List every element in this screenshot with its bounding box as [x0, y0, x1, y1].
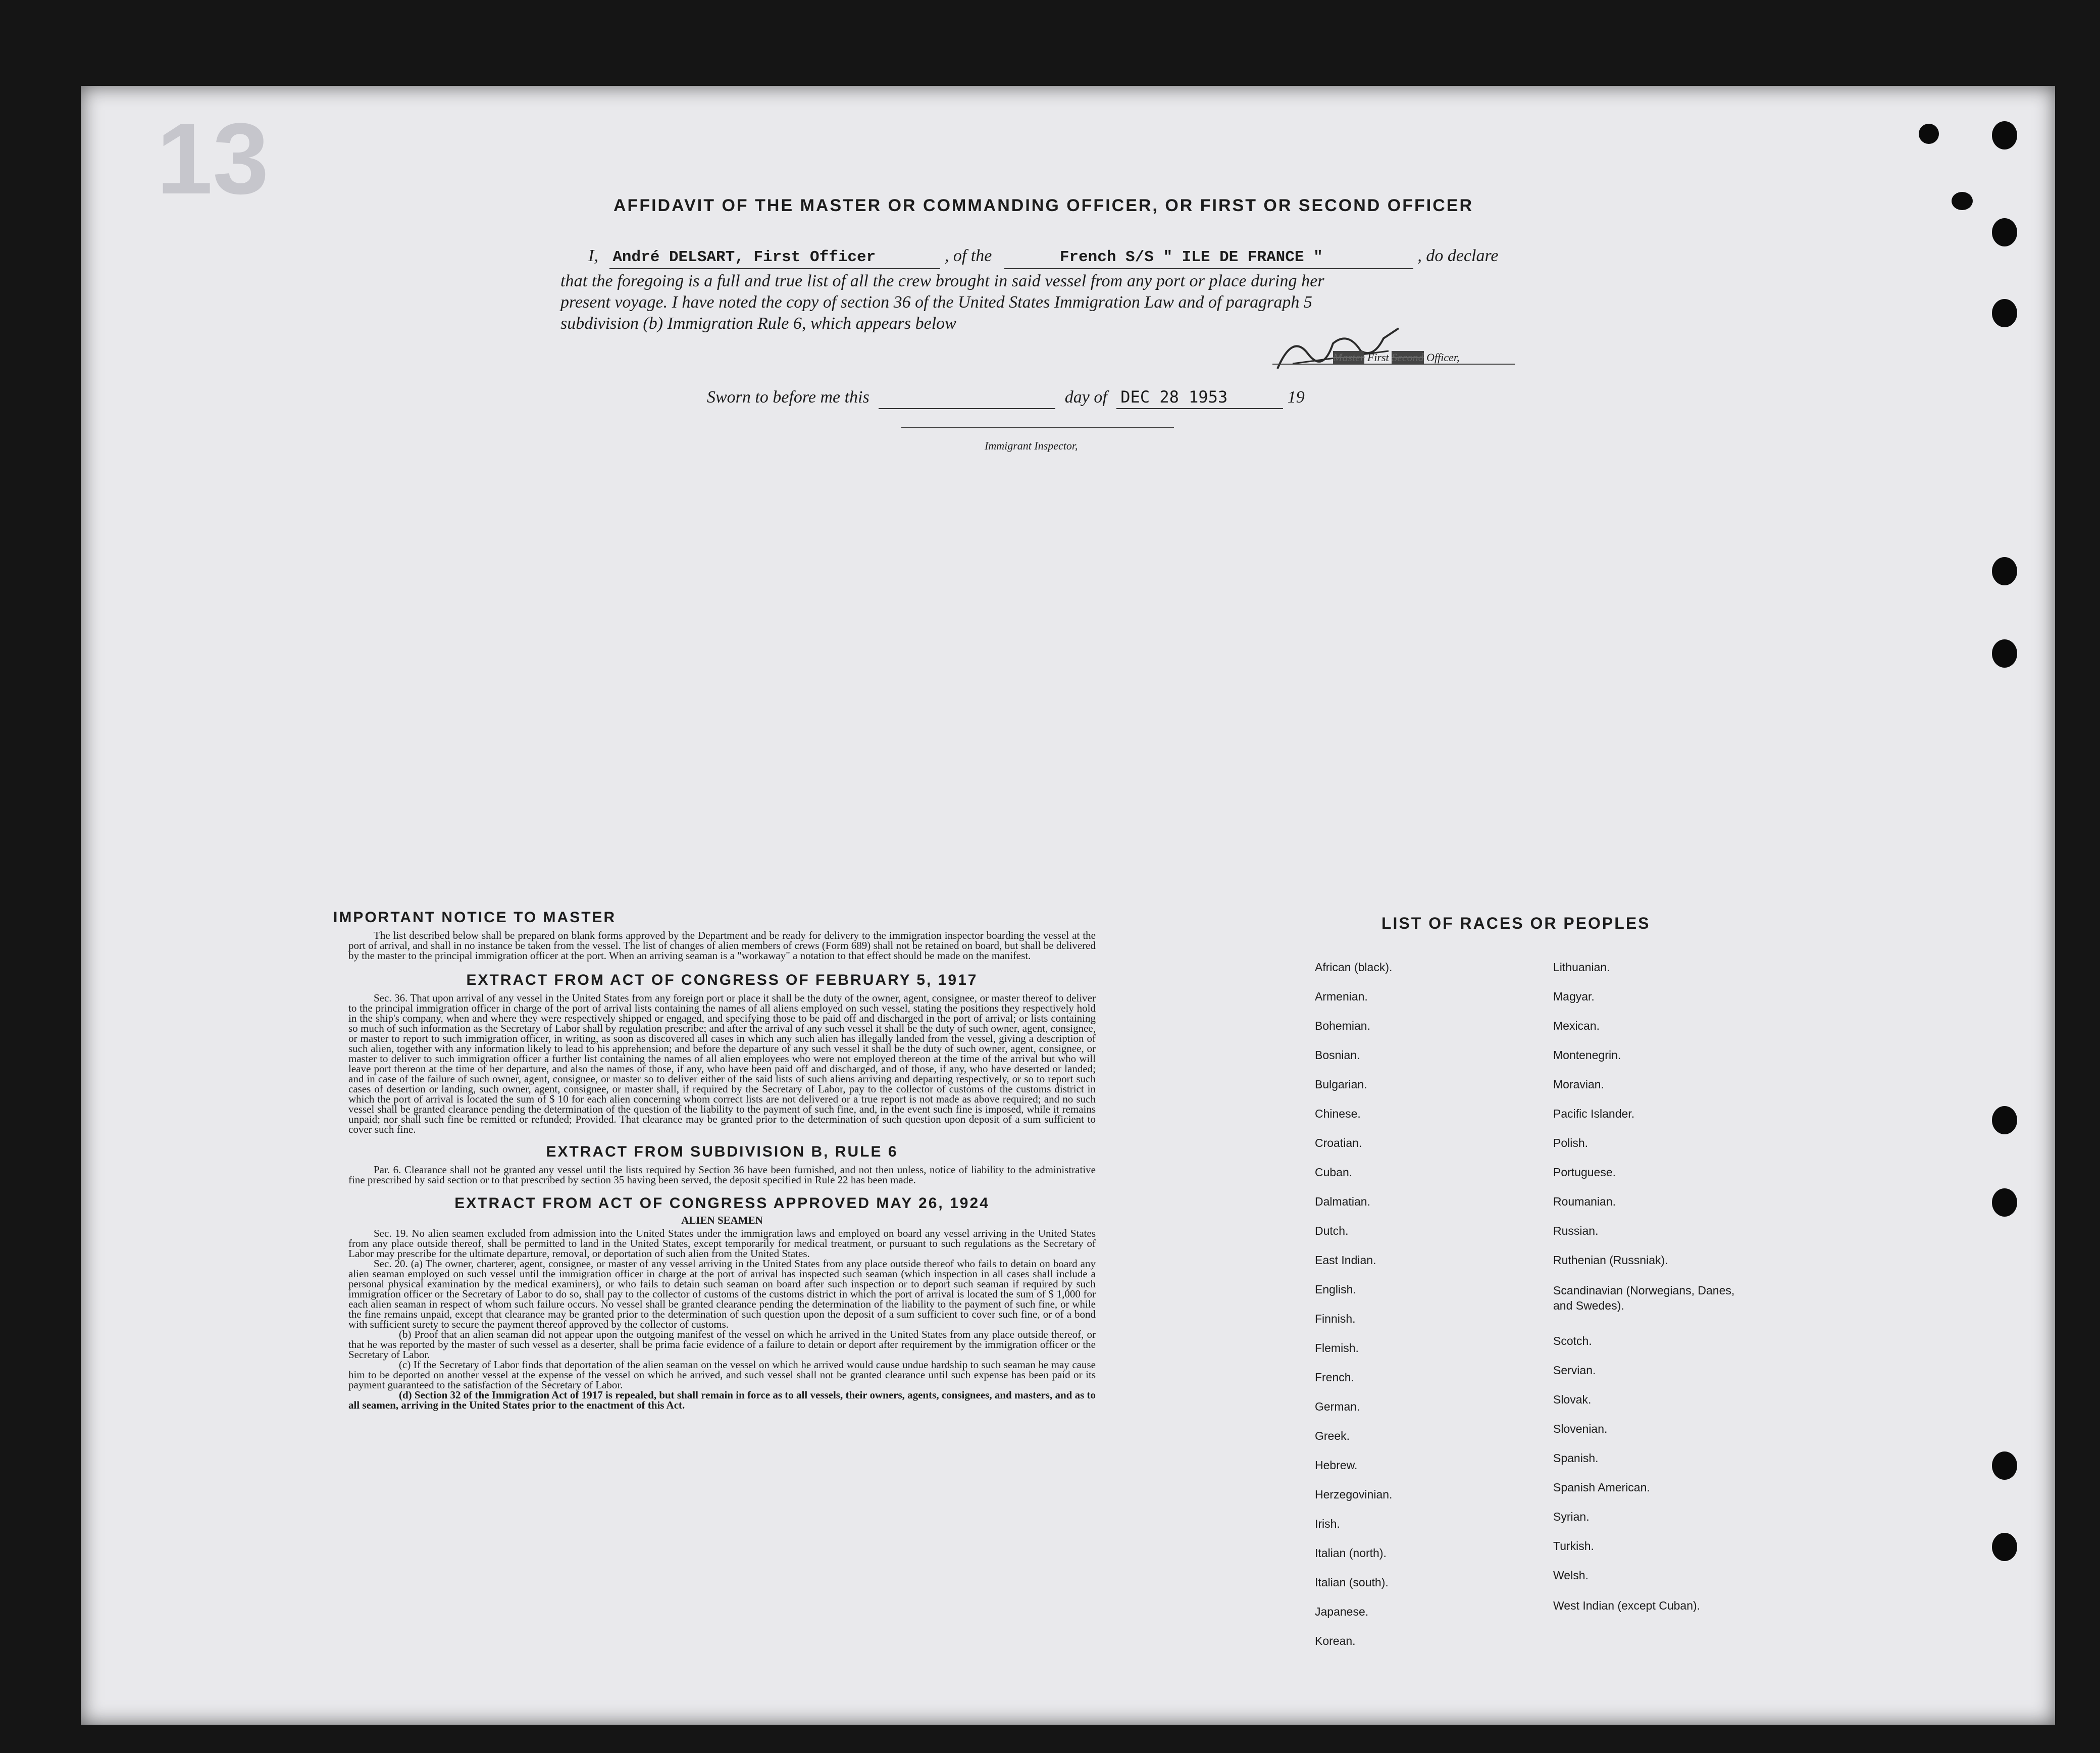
sworn-line	[707, 386, 1305, 409]
notice-title: IMPORTANT NOTICE TO MASTER	[333, 909, 617, 926]
punch-hole	[1952, 192, 1973, 210]
day-of-label: day of	[1064, 388, 1107, 407]
race-item: Bohemian.	[1315, 1019, 1370, 1032]
punch-hole	[1992, 639, 2017, 668]
race-item: East Indian.	[1315, 1254, 1376, 1267]
struck-second: Second	[1392, 351, 1424, 364]
officer-end-label: Officer,	[1426, 351, 1460, 364]
race-item: West Indian (except Cuban).	[1553, 1599, 1701, 1612]
notices-column	[333, 909, 1096, 1411]
vessel-name-field	[1004, 245, 1413, 269]
race-item: Dutch.	[1315, 1224, 1349, 1237]
extract-1924-title: EXTRACT FROM ACT OF CONGRESS APPROVED MAY 26, 1924	[454, 1195, 990, 1212]
officer-name: André DELSART, First Officer	[612, 248, 876, 266]
of-label: , of the	[944, 246, 992, 265]
race-item: Croatian.	[1315, 1136, 1362, 1149]
extract-1917-title: EXTRACT FROM ACT OF CONGRESS OF FEBRUARY 5, 1917	[466, 972, 978, 988]
extract-1924-p1: Sec. 19. No alien seamen excluded from admission into the United States under the immigration laws and employed on board any vessel arriving in the United States from any place outside thereof, shall be permitted to land in the United States, except temporarily for medical treatment, or pursuant to such regulations as the Secretary of Labor may prescribe for the ultimate departure, removal, or deportation of such alien from the United States.	[348, 1227, 1096, 1260]
race-item: Scotch.	[1553, 1334, 1592, 1347]
i-label: I,	[588, 246, 598, 265]
race-item: Italian (south).	[1315, 1576, 1389, 1589]
bleed-through-number: 13	[157, 103, 269, 215]
race-item: German.	[1315, 1400, 1360, 1413]
document-sheet	[81, 86, 2055, 1725]
vessel-name: French S/S " ILE DE FRANCE "	[1059, 248, 1323, 266]
do-declare-label: , do declare	[1417, 246, 1499, 265]
officer-signature	[1272, 323, 1404, 374]
affidavit-line-3: present voyage. I have noted the copy of section 36 of the United States Immigration Law and of paragraph 5	[560, 293, 1312, 312]
date-stamp: DEC 28 1953	[1120, 387, 1228, 407]
race-item: Magyar.	[1553, 990, 1595, 1003]
extract-1924-p3: (b) Proof that an alien seaman did not appear upon the outgoing manifest of the vessel on which he arrived in the United States from any place outside thereof, or that he was reported by the master of such vessel as a deserter, shall be prima facie evidence of a failure to detain or deport after requirement by the immigration officer or the Secretary of Labor.	[348, 1328, 1096, 1361]
race-item: English.	[1315, 1283, 1356, 1296]
inspector-label: Immigrant Inspector,	[985, 439, 1078, 452]
punch-hole	[1992, 1188, 2017, 1217]
race-item: Slovak.	[1553, 1393, 1592, 1406]
race-item: Scandinavian (Norwegians, Danes, and Swedes).	[1553, 1284, 1735, 1312]
date-field	[1116, 386, 1283, 409]
race-item: Italian (north).	[1315, 1546, 1387, 1560]
extract-rule6-title: EXTRACT FROM SUBDIVISION B, RULE 6	[546, 1143, 898, 1160]
punch-hole	[1992, 1106, 2017, 1134]
affidavit-line-2: that the foregoing is a full and true list of all the crew brought in said vessel from any port or place during her	[560, 272, 1324, 290]
race-item: Greek.	[1315, 1429, 1350, 1442]
struck-master: Master	[1333, 351, 1365, 364]
race-item: Welsh.	[1553, 1569, 1589, 1582]
punch-hole	[1992, 121, 2017, 149]
punch-hole	[1992, 218, 2017, 246]
races-left-list	[1315, 961, 1392, 1664]
race-item: Flemish.	[1315, 1341, 1359, 1355]
officer-title-line	[1333, 351, 1460, 364]
race-item: Servian.	[1553, 1364, 1596, 1377]
race-item: Turkish.	[1553, 1539, 1594, 1552]
extract-1924-p2: Sec. 20. (a) The owner, charterer, agent, consignee, or master of any vessel arriving in the United States from any place outside thereof who fails to detain on board any alien seaman employed on such vessel until the immigration officer in charge at the port of arrival has inspected such seaman (which inspection in all cases shall include a personal physical examination by the medical examiners), or who fails to detain such seaman on board after such inspection or to deport such seaman if required by such immigration officer or the Secretary of Labor to do so, shall pay to the collector of customs of the customs district in which the port of arrival is located the sum of $ 1,000 for each alien seaman in respect of whom such failure occurs. No vessel shall be granted clearance pending the determination of the liability to the payment of such fine, or while the fine remains unpaid, except that clearance may be granted prior to the determination of such question upon the deposit of a sum sufficient to cover such fine, or of a bond with sufficient surety to secure the payment thereof approved by the collector of customs.	[348, 1258, 1096, 1330]
races-right-list	[1553, 961, 1735, 1633]
punch-hole	[1992, 557, 2017, 585]
affidavit-title: AFFIDAVIT OF THE MASTER OR COMMANDING OFFICER, OR FIRST OR SECOND OFFICER	[613, 196, 1473, 215]
race-item: Russian.	[1553, 1224, 1599, 1237]
affidavit-line-4: subdivision (b) Immigration Rule 6, which appears below	[560, 314, 956, 333]
extract-1924-p5: (d) Section 32 of the Immigration Act of 1917 is repealed, but shall remain in force as to all vessels, their owners, agents, consignees, and masters, and as to all seamen, arriving in the United States prior to the enactment of this Act.	[348, 1389, 1096, 1411]
race-item: Syrian.	[1553, 1510, 1590, 1523]
punch-hole	[1992, 299, 2017, 327]
race-item: Finnish.	[1315, 1312, 1356, 1325]
race-item: Ruthenian (Russniak).	[1553, 1254, 1668, 1267]
notice-text: The list described below shall be prepared on blank forms approved by the Department and be ready for delivery to the immigration inspector boarding the vessel at the port of arrival, and shall in no instance be taken from the vessel. The list of changes of alien members of crews (Form 689) shall not be retained on board, but shall be delivered by the master to the principal immigration officer at the port. When an arriving seaman is a "workaway" a notation to that effect should be made on the manifest.	[348, 929, 1096, 962]
race-item: Slovenian.	[1553, 1422, 1608, 1435]
race-item: African (black).	[1315, 961, 1393, 974]
race-item: Polish.	[1553, 1136, 1589, 1149]
race-item: Spanish American.	[1553, 1481, 1650, 1494]
race-item: Korean.	[1315, 1634, 1356, 1647]
race-item: Dalmatian.	[1315, 1195, 1370, 1208]
race-item: Spanish.	[1553, 1451, 1599, 1465]
extract-rule6-text: Par. 6. Clearance shall not be granted any vessel until the lists required by Section 36 have been furnished, and not then unless, notice of liability to the administrative fine prescribed by said section or to that prescribed by section 35 having been served, the deposit specified in Rule 22 has been made.	[348, 1164, 1096, 1186]
race-item: Hebrew.	[1315, 1459, 1358, 1472]
sworn-day-field	[879, 387, 1055, 409]
races-title: LIST OF RACES OR PEOPLES	[1381, 914, 1651, 932]
punch-hole	[1992, 1533, 2017, 1561]
race-item: Moravian.	[1553, 1078, 1604, 1091]
punch-hole	[1992, 1451, 2017, 1480]
race-item: Mexican.	[1553, 1019, 1600, 1032]
extract-1924-subtitle: ALIEN SEAMEN	[681, 1214, 763, 1226]
race-item: Lithuanian.	[1553, 961, 1610, 974]
race-item: Bosnian.	[1315, 1048, 1360, 1062]
punch-hole	[1919, 124, 1939, 144]
race-item: Pacific Islander.	[1553, 1107, 1635, 1120]
race-item: French.	[1315, 1371, 1354, 1384]
race-item: Japanese.	[1315, 1605, 1369, 1618]
race-item: Irish.	[1315, 1517, 1340, 1530]
officer-first-label: First	[1367, 351, 1389, 364]
race-item: Portuguese.	[1553, 1166, 1616, 1179]
inspector-rule	[901, 427, 1174, 428]
extract-1924-p4: (c) If the Secretary of Labor finds that deportation of the alien seaman on the vessel on which he arrived would cause undue hardship to such seaman he may cause him to be deported on another vessel at the expense of the vessel on which he arrived, and such vessel shall not be granted clearance until such expense has been paid or its payment guaranteed to the satisfaction of the Secretary of Labor.	[348, 1359, 1096, 1391]
race-item: Herzegovinian.	[1315, 1488, 1393, 1501]
race-item: Montenegrin.	[1553, 1048, 1621, 1062]
extract-1917-text: Sec. 36. That upon arrival of any vessel in the United States from any foreign port or place it shall be the duty of the owner, agent, consignee, or master thereof to deliver to the principal immigration officer in charge of the port of arrival lists containing the names of all aliens employed on such vessel, stating the positions they respectively hold in the ship's company, when and where they were respectively shipped or engaged, and specifying those to be paid off and discharged in the port of arrival; or lists containing so much of such information as the Secretary of Labor shall by regulation prescribe; and after the arrival of any such vessel it shall be the duty of such owner, agent, consignee, or master to report to such immigration officer, in writing, as soon as discovered all cases in which any such alien has illegally landed from the vessel, giving a description of such alien, together with any information likely to lead to his apprehension; and before the departure of any such vessel it shall be the duty of such owner, agent, consignee, or master to deliver to such immigration officer a further list containing the names of all alien employees who were not employed thereon at the time of the arrival but who will leave port thereon at the time of her departure, and also the names of those, if any, who have been paid off and discharged, and of those, if any, who have deserted or landed; and in case of the failure of such owner, agent, consignee, or master so to deliver either of the said lists of such aliens arriving and departing respectively, or so to report such cases of desertion or landing, such owner, agent, consignee, or master shall, if required by the Secretary of Labor, pay to the collector of customs of the customs district in which the port of arrival is located the sum of $ 10 for each alien concerning whom correct lists are not delivered or a true report is not made as above required; and no such vessel shall be granted clearance pending the determination of the question of the liability to the payment of such fine, and, in the event such fine is imposed, while it remains unpaid; nor shall such fine be remitted or refunded; Provided. That clearance may be granted prior to the determination of such question upon deposit of a sum sufficient to cover such fine.	[348, 992, 1096, 1135]
race-item: Armenian.	[1315, 990, 1368, 1003]
race-item: Bulgarian.	[1315, 1078, 1367, 1091]
officer-name-field	[609, 245, 940, 269]
sworn-label: Sworn to before me this	[707, 388, 869, 407]
year-prefix: 19	[1287, 388, 1305, 407]
race-item: Cuban.	[1315, 1166, 1353, 1179]
race-item: Chinese.	[1315, 1107, 1361, 1120]
affidavit-line-1	[588, 245, 1499, 269]
race-item: Roumanian.	[1553, 1195, 1616, 1208]
signature-rule	[1272, 364, 1515, 365]
